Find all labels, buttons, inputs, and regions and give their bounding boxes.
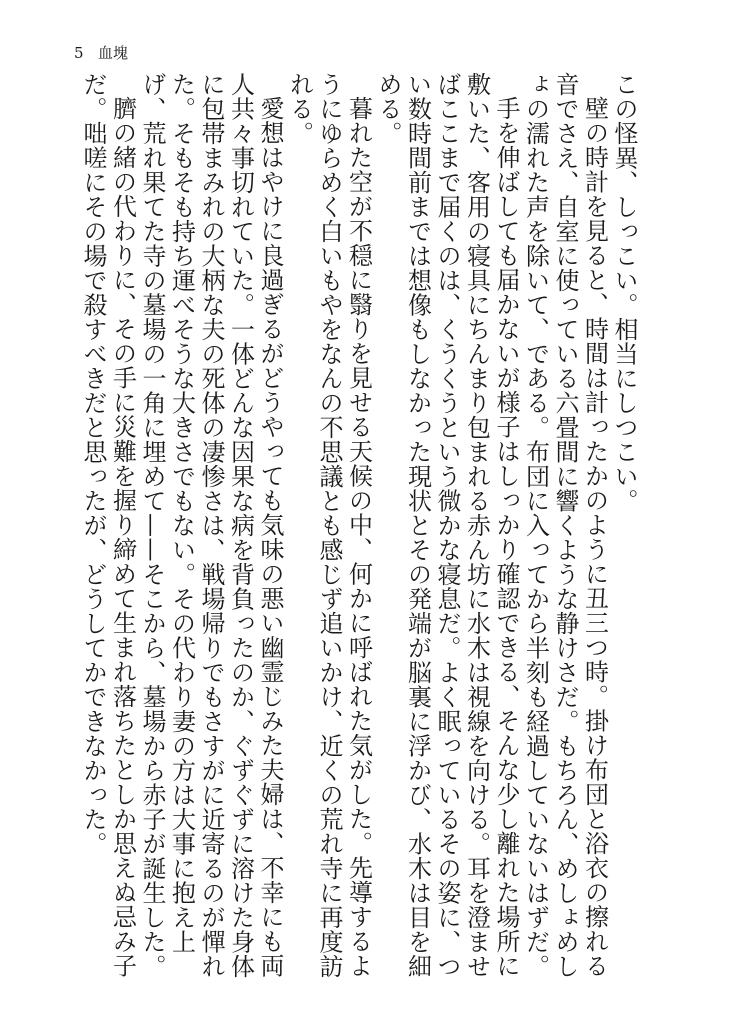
paragraph: この怪異、しっこい。相当にしつこい。: [610, 72, 638, 513]
paragraph: 手を伸ばしても届かないが様子はしっかり確認できる、そんな少し離れた場所に敷いた、客用の寝具にちんまり包まれる赤ん坊に水木は視線を向ける。耳を澄ませばここまで届くのは、くうくうという微かな寝息だ。よく眠っているその姿に、つい数時間前までは想像もしなかった現状とその発端が脳裏に浮かび、水木は目を細める。: [374, 72, 520, 979]
paragraph: 壁の時計を見ると、時間は計ったかのように丑三つ時。掛け布団と浴衣の擦れる音でさえ、自室に使っている六畳間に響くような静けさだ。もちろん、めしょめしょの濡れた声を除いて、である。布団に入ってから半刻も経過していないはずだ。: [521, 72, 609, 979]
paragraph: 臍の緒の代わりに、その手に災難を握り締めて生まれ落ちたとしか思えぬ忌み子だ。咄嗟にその場で殺すべきだと思ったが、どうしてかできなかった。: [79, 72, 137, 978]
page-number: 5: [74, 44, 84, 62]
paragraph: 愛想はやけに良過ぎるがどうやっても気味の悪い幽霊じみた夫婦は、不幸にも両人共々事切れていた。一体どんな因果な病を背負ったのか、ぐずぐずに溶けた身体に包帯まみれの大柄な夫の死体の凄惨さは、戦場帰りでもさすがに近寄るのが憚れた。そもそも持ち運べそうな大きさでもない。その代わり妻の方は大事に抱え上げ、荒れ果てた寺の墓場の一角に埋めて——そこから、墓場から赤子が誕生した。: [138, 72, 284, 979]
paragraph: 暮れた空が不穏に翳りを見せる天候の中、何かに呼ばれた気がした。先導するようにゆらめく白いもやをなんの不思議とも感じず追いかけ、近くの荒れ寺に再度訪れる。: [285, 72, 373, 979]
chapter-title: 血塊: [98, 44, 129, 62]
running-head: [74, 44, 128, 62]
main-text: [78, 72, 639, 982]
